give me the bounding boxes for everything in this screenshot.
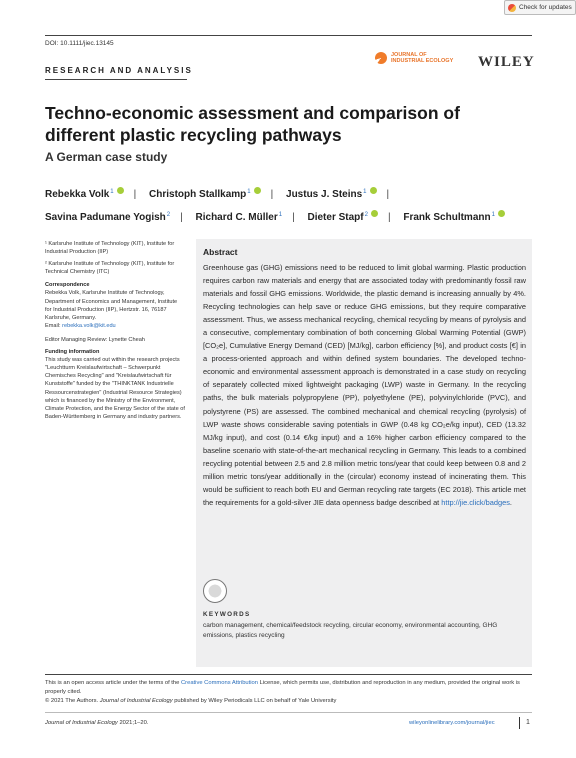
- email-label: Email:: [45, 322, 63, 329]
- check-for-updates-label: Check for updates: [519, 4, 572, 11]
- orcid-icon[interactable]: [117, 187, 124, 194]
- badges-link[interactable]: http://jie.click/badges: [441, 497, 510, 507]
- correspondence-text: Rebekka Volk, Karlsruhe Institute of Technology, Department of Economics and Management, Institute for Industrial Production (IIP), Hertzstr. 16, 76187 Karlsruhe, Germany.: [45, 290, 178, 321]
- author[interactable]: Dieter Stapf 2: [308, 206, 378, 229]
- journal-website-link[interactable]: wileyonlinelibrary.com/journal/jiec: [409, 720, 495, 726]
- affiliation: ¹ Karlsruhe Institute of Technology (KIT), Institute for Industrial Production (IIP): [45, 241, 175, 256]
- sidebar-info: [45, 240, 185, 425]
- journal-reference: Journal of Industrial Ecology 2021;1–20.: [45, 720, 149, 726]
- correspondence-heading: Correspondence: [45, 282, 90, 289]
- abstract-heading: Abstract: [203, 247, 238, 257]
- funding-text: This study was carried out within the research projects "Leuchtturm Kreislaufwirtschaft – Schwerpunkt Chemisches Recycling" and "Kreislaufwirtschaft für Kunststoffe" funded by the "THINKTANK Industrielle Ressourcenstrategien" (Industrial Resource Strategies) which is financed by the Ministry of the Environment, Climate Protection, and the Energy Sector of the state of Baden-Württemberg in Germany and industry partners.: [45, 357, 185, 420]
- abstract-text: Greenhouse gas (GHG) emissions need to be reduced to limit global warming. Plastic production requires carbon raw materials and energy that are associated today with predominantly fossil raw materials and fossil GHG emissions. Worldwide, the plastic demand is increasing annually by 4%. Recycling technologies can help save or reduce GHG emissions, but they require comparative assessment. Thus, we assess mechanical recycling, chemical recycling by means of pyrolysis and a consecutive, complementary combination of both concerning Global Warming Potential (GWP) [CO₂e], Cumulative Energy Demand (CED) [MJ/kg], carbon efficiency [%], and product costs [€] in a process-oriented approach and within defined system boundaries. The developed techno-economic and environmental assessment approach is demonstrated in a case study on recycling of separately collected mixed lightweight packaging (LWP) waste in Germany. In the recycling paths, the bulk materials polypropylene (PP), polyethylene (PE), polyvinylchloride (PVC), and polystyrene (PS) are assessed. The combined mechanical and chemical recycling (pyrolysis) of LWP waste shows considerable saving potentials in GWP (0.48 kg CO₂e/kg input), CED (13.32 MJ/kg input), and cost (0.14 €/kg input) and a 16% higher carbon efficiency compared to the baseline scenario with state-of-the-art mechanical recycling in Germany. This leads to a combined recycling potential between 2.5 and 2.8 million metric tons/year that could keep between 0.8 and 2 million metric tons/year additionally in the (circular) economy instead of incinerating them. This would be sufficient to reach both EU and German recycling rate targets (EC 2018). This article met the requirements for a gold-silver JIE data openness badge described at http://jie.click/badges.: [203, 263, 526, 507]
- orcid-icon[interactable]: [498, 210, 505, 217]
- keywords-text: carbon management, chemical/feedstock recycling, circular economy, environmental accounting, GHG emissions, plastics recycling: [203, 622, 498, 639]
- author[interactable]: Rebekka Volk 1: [45, 183, 124, 206]
- orcid-icon[interactable]: [254, 187, 261, 194]
- journal-logo: [375, 52, 453, 64]
- publisher-logo: WILEY: [478, 54, 535, 70]
- article-subtitle: A German case study: [45, 150, 168, 164]
- journal-logo-line1: JOURNAL OF: [391, 52, 427, 58]
- journal-logo-icon: [375, 52, 387, 64]
- open-data-badge-icon: [203, 579, 227, 603]
- copyright-note: © 2021 The Authors. Journal of Industrial Ecology published by Wiley Periodicals LLC on behalf of Yale University: [45, 698, 337, 704]
- orcid-icon[interactable]: [371, 210, 378, 217]
- email-link[interactable]: rebekka.volk@kit.edu: [62, 322, 116, 329]
- author[interactable]: Justus J. Steins 1: [286, 183, 376, 206]
- author[interactable]: Frank Schultmann 1: [403, 206, 505, 229]
- license-link[interactable]: Creative Commons Attribution: [180, 680, 258, 686]
- section-rule: [45, 79, 187, 80]
- editor-note: Editor Managing Review: Lynette Cheah: [45, 336, 145, 343]
- author[interactable]: Richard C. Müller 1: [195, 212, 283, 223]
- keywords-heading: KEYWORDS: [203, 611, 251, 618]
- author[interactable]: Christoph Stallkamp 1: [149, 183, 261, 206]
- doi[interactable]: DOI: 10.1111/jiec.13145: [45, 40, 114, 47]
- orcid-icon[interactable]: [370, 187, 377, 194]
- page-number: 1: [526, 719, 530, 726]
- footer-rule: [45, 674, 532, 675]
- affiliation: ² Karlsruhe Institute of Technology (KIT), Institute for Technical Chemistry (ITC): [45, 261, 175, 276]
- bottom-rule: [45, 712, 532, 713]
- open-access-note: This is an open access article under the terms of the Creative Commons Attribution License, which permits use, distribution and reproduction in any medium, provided the original work is properly cited.: [45, 680, 520, 695]
- journal-logo-line2: INDUSTRIAL ECOLOGY: [391, 58, 454, 64]
- section-heading: RESEARCH AND ANALYSIS: [45, 66, 193, 75]
- top-rule: [45, 35, 532, 36]
- author-list: Rebekka Volk 1 | Christoph Stallkamp 1 | Justus J. Steins 1 | Savina Padumane Yogish 2 | Richard C. Müller 1 | Dieter Stapf 2 | Frank Schultmann 1: [45, 183, 535, 229]
- page-divider: [519, 717, 520, 729]
- crossmark-icon: [508, 4, 516, 12]
- funding-heading: Funding information: [45, 349, 100, 356]
- check-for-updates-button[interactable]: [504, 0, 576, 15]
- article-title: Techno-economic assessment and comparison of different plastic recycling pathways: [45, 103, 460, 145]
- author[interactable]: Savina Padumane Yogish 2: [45, 212, 171, 223]
